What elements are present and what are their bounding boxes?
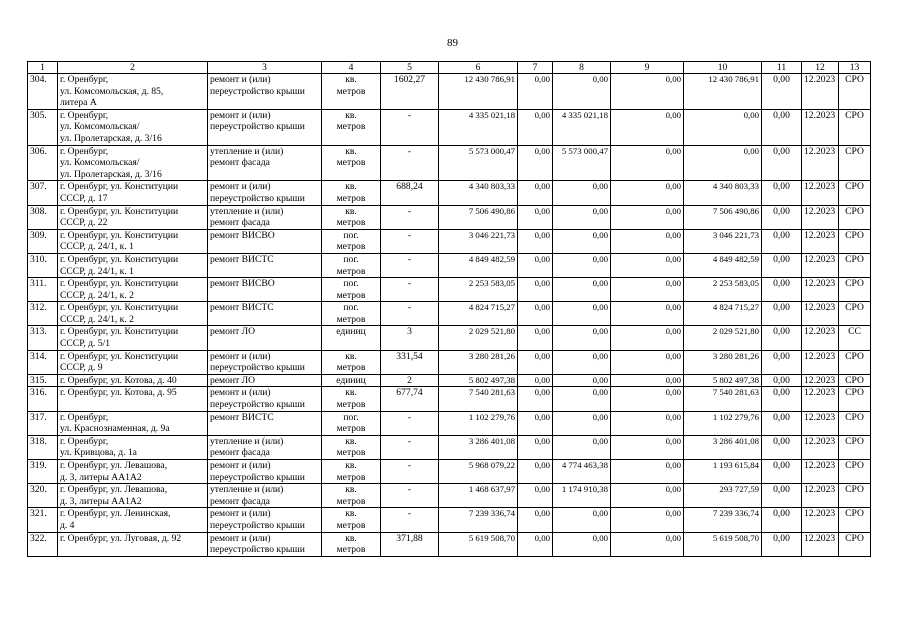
fund-cell: 0,00	[518, 460, 553, 484]
deadline-cell: 12.2023	[802, 205, 839, 229]
deadline-cell: 12.2023	[802, 302, 839, 326]
column-header: 12	[802, 62, 839, 74]
fund-cell: 0,00	[518, 74, 553, 110]
total-cost-cell: 3 046 221,73	[439, 229, 518, 253]
fund-cell: 0,00	[762, 109, 802, 145]
fund-cell: 0,00	[611, 205, 684, 229]
unit-cell: пог. метров	[322, 411, 381, 435]
fund-cell: 0,00	[553, 302, 611, 326]
table-row	[28, 229, 871, 253]
deadline-cell: 12.2023	[802, 326, 839, 350]
fund-cell: 0,00	[518, 326, 553, 350]
page-number: 89	[447, 37, 458, 49]
quantity-cell: 3	[381, 326, 439, 350]
total-cost-cell: 7 540 281,63	[439, 387, 518, 411]
total-cost-cell: 7 506 490,86	[439, 205, 518, 229]
address-cell: г. Оренбург, ул. Ленинская, д. 4	[58, 508, 208, 532]
table-row	[28, 302, 871, 326]
fund-cell: 7 506 490,86	[684, 205, 762, 229]
unit-cell: пог. метров	[322, 229, 381, 253]
fund-cell: 0,00	[553, 181, 611, 205]
unit-cell: кв. метров	[322, 145, 381, 181]
method-cell: СРО	[839, 387, 871, 411]
fund-cell: 0,00	[611, 326, 684, 350]
method-cell: СРО	[839, 411, 871, 435]
fund-cell: 0,00	[518, 109, 553, 145]
unit-cell: кв. метров	[322, 532, 381, 556]
fund-cell: 0,00	[611, 460, 684, 484]
address-cell: г. Оренбург, ул. Конституции СССР, д. 24/1, к. 1	[58, 253, 208, 277]
column-header: 8	[553, 62, 611, 74]
total-cost-cell: 5 968 079,22	[439, 460, 518, 484]
deadline-cell: 12.2023	[802, 145, 839, 181]
row-number: 319.	[28, 460, 58, 484]
fund-cell: 0,00	[611, 350, 684, 374]
fund-cell: 0,00	[762, 508, 802, 532]
deadline-cell: 12.2023	[802, 460, 839, 484]
fund-cell: 0,00	[553, 387, 611, 411]
fund-cell: 0,00	[553, 350, 611, 374]
fund-cell: 0,00	[762, 253, 802, 277]
work-type-cell: ремонт ВИСТС	[208, 253, 322, 277]
quantity-cell: -	[381, 145, 439, 181]
fund-cell: 0,00	[553, 532, 611, 556]
quantity-cell: 688,24	[381, 181, 439, 205]
fund-cell: 0,00	[553, 411, 611, 435]
table-row	[28, 205, 871, 229]
fund-cell: 0,00	[762, 229, 802, 253]
fund-cell: 0,00	[611, 109, 684, 145]
total-cost-cell: 12 430 786,91	[439, 74, 518, 110]
method-cell: СРО	[839, 508, 871, 532]
table-row	[28, 74, 871, 110]
column-header: 9	[611, 62, 684, 74]
deadline-cell: 12.2023	[802, 253, 839, 277]
quantity-cell: 331,54	[381, 350, 439, 374]
table-row	[28, 278, 871, 302]
unit-cell: кв. метров	[322, 387, 381, 411]
column-header: 4	[322, 62, 381, 74]
fund-cell: 0,00	[518, 229, 553, 253]
fund-cell: 0,00	[518, 411, 553, 435]
address-cell: г. Оренбург, ул. Конституции СССР, д. 24/1, к. 1	[58, 229, 208, 253]
fund-cell: 0,00	[518, 532, 553, 556]
method-cell: СРО	[839, 460, 871, 484]
method-cell: СРО	[839, 435, 871, 459]
fund-cell: 0,00	[762, 532, 802, 556]
method-cell: СРО	[839, 484, 871, 508]
column-header: 3	[208, 62, 322, 74]
row-number: 320.	[28, 484, 58, 508]
table-row	[28, 460, 871, 484]
deadline-cell: 12.2023	[802, 508, 839, 532]
address-cell: г. Оренбург, ул. Конституции СССР, д. 24/1, к. 2	[58, 278, 208, 302]
work-type-cell: ремонт и (или) переустройство крыши	[208, 350, 322, 374]
fund-cell: 0,00	[553, 74, 611, 110]
table-row	[28, 532, 871, 556]
total-cost-cell: 4 824 715,27	[439, 302, 518, 326]
row-number: 304.	[28, 74, 58, 110]
work-type-cell: ремонт и (или) переустройство крыши	[208, 508, 322, 532]
fund-cell: 0,00	[762, 326, 802, 350]
fund-cell: 3 286 401,08	[684, 435, 762, 459]
quantity-cell: -	[381, 205, 439, 229]
address-cell: г. Оренбург, ул. Конституции СССР, д. 17	[58, 181, 208, 205]
table-row	[28, 508, 871, 532]
fund-cell: 0,00	[762, 205, 802, 229]
fund-cell: 4 340 803,33	[684, 181, 762, 205]
total-cost-cell: 2 029 521,80	[439, 326, 518, 350]
total-cost-cell: 1 102 279,76	[439, 411, 518, 435]
fund-cell: 3 046 221,73	[684, 229, 762, 253]
row-number: 308.	[28, 205, 58, 229]
fund-cell: 0,00	[611, 532, 684, 556]
work-type-cell: ремонт ЛО	[208, 374, 322, 387]
work-type-cell: утепление и (или) ремонт фасада	[208, 435, 322, 459]
fund-cell: 0,00	[518, 302, 553, 326]
work-type-cell: ремонт и (или) переустройство крыши	[208, 532, 322, 556]
deadline-cell: 12.2023	[802, 435, 839, 459]
fund-cell: 5 802 497,38	[684, 374, 762, 387]
deadline-cell: 12.2023	[802, 484, 839, 508]
work-type-cell: ремонт ЛО	[208, 326, 322, 350]
work-type-cell: ремонт и (или) переустройство крыши	[208, 387, 322, 411]
method-cell: СРО	[839, 229, 871, 253]
fund-cell: 0,00	[518, 374, 553, 387]
method-cell: СРО	[839, 109, 871, 145]
fund-cell: 0,00	[553, 205, 611, 229]
fund-cell: 0,00	[518, 435, 553, 459]
fund-cell: 0,00	[762, 484, 802, 508]
deadline-cell: 12.2023	[802, 374, 839, 387]
method-cell: СРО	[839, 205, 871, 229]
fund-cell: 0,00	[762, 411, 802, 435]
row-number: 317.	[28, 411, 58, 435]
fund-cell: 0,00	[762, 74, 802, 110]
row-number: 322.	[28, 532, 58, 556]
unit-cell: пог. метров	[322, 302, 381, 326]
fund-cell: 0,00	[611, 374, 684, 387]
fund-cell: 0,00	[518, 484, 553, 508]
total-cost-cell: 2 253 583,05	[439, 278, 518, 302]
work-type-cell: ремонт ВИСВО	[208, 229, 322, 253]
address-cell: г. Оренбург, ул. Левашова, д. 3, литеры АА1А2	[58, 460, 208, 484]
unit-cell: кв. метров	[322, 109, 381, 145]
column-header: 10	[684, 62, 762, 74]
method-cell: СРО	[839, 302, 871, 326]
fund-cell: 0,00	[762, 387, 802, 411]
unit-cell: кв. метров	[322, 74, 381, 110]
fund-cell: 0,00	[518, 508, 553, 532]
total-cost-cell: 7 239 336,74	[439, 508, 518, 532]
unit-cell: единиц	[322, 374, 381, 387]
deadline-cell: 12.2023	[802, 387, 839, 411]
quantity-cell: -	[381, 229, 439, 253]
table-row	[28, 253, 871, 277]
table-row	[28, 411, 871, 435]
deadline-cell: 12.2023	[802, 74, 839, 110]
fund-cell: 5 619 508,70	[684, 532, 762, 556]
table-row	[28, 387, 871, 411]
deadline-cell: 12.2023	[802, 532, 839, 556]
table-row	[28, 350, 871, 374]
unit-cell: кв. метров	[322, 181, 381, 205]
quantity-cell: -	[381, 253, 439, 277]
quantity-cell: 677,74	[381, 387, 439, 411]
row-number: 313.	[28, 326, 58, 350]
fund-cell: 5 573 000,47	[553, 145, 611, 181]
row-number: 318.	[28, 435, 58, 459]
row-number: 315.	[28, 374, 58, 387]
deadline-cell: 12.2023	[802, 229, 839, 253]
method-cell: СС	[839, 326, 871, 350]
fund-cell: 0,00	[611, 411, 684, 435]
quantity-cell: 1602,27	[381, 74, 439, 110]
table-row	[28, 109, 871, 145]
total-cost-cell: 4 335 021,18	[439, 109, 518, 145]
work-type-cell: утепление и (или) ремонт фасада	[208, 484, 322, 508]
fund-cell: 0,00	[684, 109, 762, 145]
fund-cell: 0,00	[518, 278, 553, 302]
address-cell: г. Оренбург, ул. Кривцова, д. 1а	[58, 435, 208, 459]
fund-cell: 0,00	[762, 460, 802, 484]
fund-cell: 0,00	[553, 278, 611, 302]
method-cell: СРО	[839, 350, 871, 374]
method-cell: СРО	[839, 74, 871, 110]
fund-cell: 0,00	[518, 145, 553, 181]
quantity-cell: -	[381, 278, 439, 302]
quantity-cell: 371,88	[381, 532, 439, 556]
fund-cell: 0,00	[762, 302, 802, 326]
method-cell: СРО	[839, 145, 871, 181]
fund-cell: 0,00	[762, 374, 802, 387]
column-header: 7	[518, 62, 553, 74]
address-cell: г. Оренбург, ул. Конституции СССР, д. 22	[58, 205, 208, 229]
table-row	[28, 145, 871, 181]
row-number: 305.	[28, 109, 58, 145]
quantity-cell: -	[381, 435, 439, 459]
address-cell: г. Оренбург, ул. Конституции СССР, д. 24/1, к. 2	[58, 302, 208, 326]
fund-cell: 4 849 482,59	[684, 253, 762, 277]
fund-cell: 293 727,59	[684, 484, 762, 508]
fund-cell: 1 174 910,38	[553, 484, 611, 508]
address-cell: г. Оренбург, ул. Конституции СССР, д. 5/1	[58, 326, 208, 350]
address-cell: г. Оренбург, ул. Комсомольская/ ул. Пролетарская, д. 3/16	[58, 109, 208, 145]
row-number: 309.	[28, 229, 58, 253]
unit-cell: кв. метров	[322, 205, 381, 229]
fund-cell: 0,00	[611, 302, 684, 326]
table-row	[28, 374, 871, 387]
table-row	[28, 181, 871, 205]
fund-cell: 0,00	[611, 278, 684, 302]
quantity-cell: -	[381, 508, 439, 532]
fund-cell: 0,00	[518, 350, 553, 374]
table-row	[28, 435, 871, 459]
method-cell: СРО	[839, 253, 871, 277]
fund-cell: 1 193 615,84	[684, 460, 762, 484]
quantity-cell: -	[381, 302, 439, 326]
fund-cell: 0,00	[762, 181, 802, 205]
work-type-cell: ремонт и (или) переустройство крыши	[208, 74, 322, 110]
fund-cell: 0,00	[762, 435, 802, 459]
row-number: 312.	[28, 302, 58, 326]
unit-cell: единиц	[322, 326, 381, 350]
address-cell: г. Оренбург, ул. Комсомольская/ ул. Пролетарская, д. 3/16	[58, 145, 208, 181]
fund-cell: 0,00	[518, 181, 553, 205]
capital-repair-table	[27, 61, 871, 557]
fund-cell: 4 335 021,18	[553, 109, 611, 145]
fund-cell: 0,00	[518, 205, 553, 229]
column-header: 13	[839, 62, 871, 74]
table-row	[28, 484, 871, 508]
header-row	[28, 62, 871, 74]
work-type-cell: ремонт ВИСТС	[208, 411, 322, 435]
column-header: 2	[58, 62, 208, 74]
unit-cell: кв. метров	[322, 484, 381, 508]
table-row	[28, 326, 871, 350]
fund-cell: 2 253 583,05	[684, 278, 762, 302]
fund-cell: 2 029 521,80	[684, 326, 762, 350]
total-cost-cell: 5 573 000,47	[439, 145, 518, 181]
fund-cell: 0,00	[553, 435, 611, 459]
fund-cell: 0,00	[762, 350, 802, 374]
column-header: 1	[28, 62, 58, 74]
work-type-cell: ремонт и (или) переустройство крыши	[208, 109, 322, 145]
fund-cell: 0,00	[553, 374, 611, 387]
total-cost-cell: 5 802 497,38	[439, 374, 518, 387]
fund-cell: 7 540 281,63	[684, 387, 762, 411]
total-cost-cell: 3 286 401,08	[439, 435, 518, 459]
fund-cell: 1 102 279,76	[684, 411, 762, 435]
deadline-cell: 12.2023	[802, 411, 839, 435]
fund-cell: 0,00	[518, 253, 553, 277]
fund-cell: 0,00	[611, 181, 684, 205]
fund-cell: 0,00	[553, 508, 611, 532]
fund-cell: 0,00	[518, 387, 553, 411]
fund-cell: 12 430 786,91	[684, 74, 762, 110]
fund-cell: 3 280 281,26	[684, 350, 762, 374]
row-number: 321.	[28, 508, 58, 532]
total-cost-cell: 3 280 281,26	[439, 350, 518, 374]
unit-cell: кв. метров	[322, 508, 381, 532]
address-cell: г. Оренбург, ул. Левашова, д. 3, литеры АА1А2	[58, 484, 208, 508]
unit-cell: пог. метров	[322, 253, 381, 277]
quantity-cell: -	[381, 460, 439, 484]
deadline-cell: 12.2023	[802, 109, 839, 145]
column-header: 11	[762, 62, 802, 74]
fund-cell: 0,00	[684, 145, 762, 181]
work-type-cell: ремонт ВИСТС	[208, 302, 322, 326]
total-cost-cell: 4 849 482,59	[439, 253, 518, 277]
address-cell: г. Оренбург, ул. Луговая, д. 92	[58, 532, 208, 556]
fund-cell: 0,00	[611, 229, 684, 253]
fund-cell: 0,00	[611, 253, 684, 277]
fund-cell: 0,00	[611, 435, 684, 459]
row-number: 310.	[28, 253, 58, 277]
address-cell: г. Оренбург, ул. Котова, д. 40	[58, 374, 208, 387]
column-header: 6	[439, 62, 518, 74]
row-number: 316.	[28, 387, 58, 411]
fund-cell: 0,00	[553, 253, 611, 277]
quantity-cell: -	[381, 109, 439, 145]
work-type-cell: ремонт ВИСВО	[208, 278, 322, 302]
total-cost-cell: 1 468 637,97	[439, 484, 518, 508]
quantity-cell: 2	[381, 374, 439, 387]
method-cell: СРО	[839, 374, 871, 387]
deadline-cell: 12.2023	[802, 278, 839, 302]
fund-cell: 7 239 336,74	[684, 508, 762, 532]
deadline-cell: 12.2023	[802, 350, 839, 374]
fund-cell: 0,00	[553, 229, 611, 253]
address-cell: г. Оренбург, ул. Комсомольская, д. 85, литера А	[58, 74, 208, 110]
fund-cell: 0,00	[762, 145, 802, 181]
work-type-cell: ремонт и (или) переустройство крыши	[208, 460, 322, 484]
row-number: 306.	[28, 145, 58, 181]
fund-cell: 4 774 463,38	[553, 460, 611, 484]
deadline-cell: 12.2023	[802, 181, 839, 205]
row-number: 314.	[28, 350, 58, 374]
work-type-cell: утепление и (или) ремонт фасада	[208, 145, 322, 181]
method-cell: СРО	[839, 278, 871, 302]
fund-cell: 0,00	[762, 278, 802, 302]
method-cell: СРО	[839, 532, 871, 556]
column-header: 5	[381, 62, 439, 74]
address-cell: г. Оренбург, ул. Конституции СССР, д. 9	[58, 350, 208, 374]
method-cell: СРО	[839, 181, 871, 205]
address-cell: г. Оренбург, ул. Краснознаменная, д. 9а	[58, 411, 208, 435]
total-cost-cell: 5 619 508,70	[439, 532, 518, 556]
row-number: 311.	[28, 278, 58, 302]
quantity-cell: -	[381, 411, 439, 435]
work-type-cell: утепление и (или) ремонт фасада	[208, 205, 322, 229]
unit-cell: кв. метров	[322, 460, 381, 484]
fund-cell: 0,00	[611, 145, 684, 181]
unit-cell: пог. метров	[322, 278, 381, 302]
fund-cell: 4 824 715,27	[684, 302, 762, 326]
fund-cell: 0,00	[611, 508, 684, 532]
fund-cell: 0,00	[611, 484, 684, 508]
quantity-cell: -	[381, 484, 439, 508]
total-cost-cell: 4 340 803,33	[439, 181, 518, 205]
fund-cell: 0,00	[611, 74, 684, 110]
address-cell: г. Оренбург, ул. Котова, д. 95	[58, 387, 208, 411]
fund-cell: 0,00	[553, 326, 611, 350]
row-number: 307.	[28, 181, 58, 205]
fund-cell: 0,00	[611, 387, 684, 411]
work-type-cell: ремонт и (или) переустройство крыши	[208, 181, 322, 205]
unit-cell: кв. метров	[322, 435, 381, 459]
unit-cell: кв. метров	[322, 350, 381, 374]
